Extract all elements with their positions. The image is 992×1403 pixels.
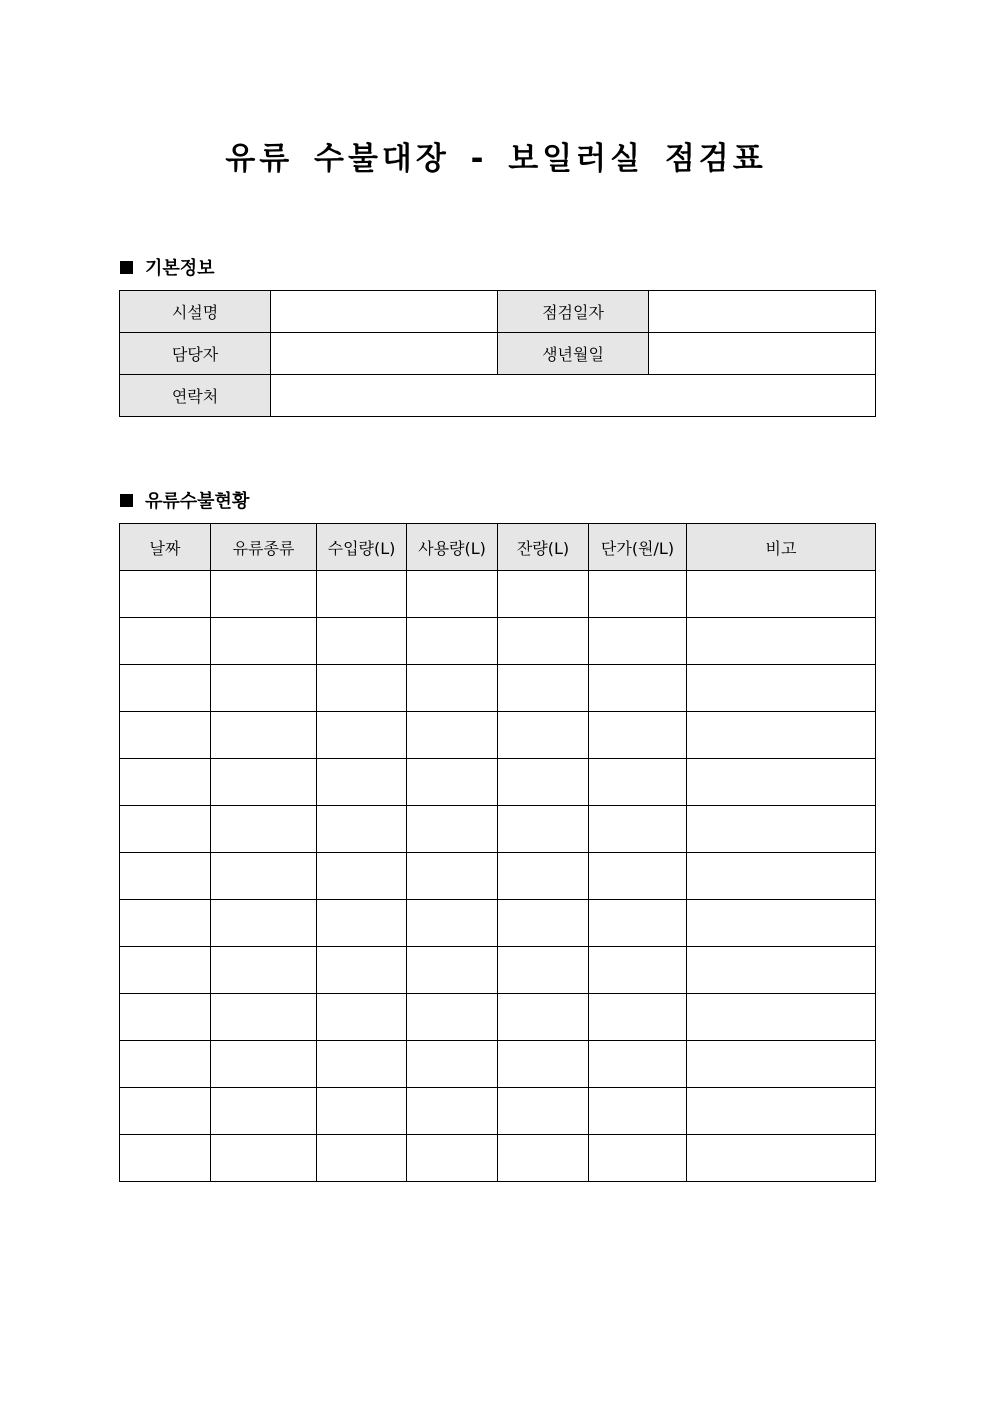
date-cell[interactable] xyxy=(120,618,211,665)
column-header-unit-price: 단가(원/L) xyxy=(589,524,687,571)
used-cell[interactable] xyxy=(407,665,498,712)
fuel-type-cell[interactable] xyxy=(211,806,317,853)
table-row xyxy=(120,900,876,947)
column-header-remarks: 비고 xyxy=(687,524,876,571)
contact-field[interactable] xyxy=(271,375,876,417)
used-cell[interactable] xyxy=(407,947,498,994)
basic-info-heading xyxy=(120,254,215,280)
unit-price-cell[interactable] xyxy=(589,900,687,947)
remaining-cell[interactable] xyxy=(498,712,589,759)
remaining-cell[interactable] xyxy=(498,665,589,712)
fuel-type-cell[interactable] xyxy=(211,853,317,900)
date-cell[interactable] xyxy=(120,1088,211,1135)
fuel-status-table xyxy=(119,523,876,1182)
received-cell[interactable] xyxy=(317,806,407,853)
fuel-type-cell[interactable] xyxy=(211,571,317,618)
used-cell[interactable] xyxy=(407,806,498,853)
remaining-cell[interactable] xyxy=(498,618,589,665)
fuel-type-cell[interactable] xyxy=(211,712,317,759)
received-cell[interactable] xyxy=(317,712,407,759)
fuel-type-cell[interactable] xyxy=(211,900,317,947)
basic-info-table xyxy=(119,290,876,417)
column-header-used: 사용량(L) xyxy=(407,524,498,571)
received-cell[interactable] xyxy=(317,618,407,665)
table-row xyxy=(120,291,876,333)
remaining-cell[interactable] xyxy=(498,853,589,900)
used-cell[interactable] xyxy=(407,900,498,947)
date-cell[interactable] xyxy=(120,806,211,853)
table-row xyxy=(120,947,876,994)
remarks-cell[interactable] xyxy=(687,1088,876,1135)
remaining-cell[interactable] xyxy=(498,806,589,853)
used-cell[interactable] xyxy=(407,618,498,665)
remarks-cell[interactable] xyxy=(687,853,876,900)
inspection-date-label: 점검일자 xyxy=(498,291,649,333)
received-cell[interactable] xyxy=(317,994,407,1041)
unit-price-cell[interactable] xyxy=(589,712,687,759)
column-header-received: 수입량(L) xyxy=(317,524,407,571)
birth-date-label: 생년월일 xyxy=(498,333,649,375)
used-cell[interactable] xyxy=(407,994,498,1041)
facility-name-label: 시설명 xyxy=(120,291,271,333)
remarks-cell[interactable] xyxy=(687,947,876,994)
fuel-type-cell[interactable] xyxy=(211,1041,317,1088)
remaining-cell[interactable] xyxy=(498,759,589,806)
table-row xyxy=(120,571,876,618)
document-title: 유류 수불대장 - 보일러실 점검표 xyxy=(225,141,767,177)
received-cell[interactable] xyxy=(317,1135,407,1182)
date-cell[interactable] xyxy=(120,1135,211,1182)
date-cell[interactable] xyxy=(120,853,211,900)
date-cell[interactable] xyxy=(120,1041,211,1088)
date-cell[interactable] xyxy=(120,759,211,806)
table-row xyxy=(120,759,876,806)
manager-label: 담당자 xyxy=(120,333,271,375)
unit-price-cell[interactable] xyxy=(589,947,687,994)
date-cell[interactable] xyxy=(120,665,211,712)
square-bullet-icon xyxy=(120,494,133,507)
table-row xyxy=(120,1088,876,1135)
table-row xyxy=(120,375,876,417)
table-row xyxy=(120,994,876,1041)
unit-price-cell[interactable] xyxy=(589,759,687,806)
basic-info-heading-text: 기본정보 xyxy=(145,258,215,279)
received-cell[interactable] xyxy=(317,900,407,947)
used-cell[interactable] xyxy=(407,1041,498,1088)
table-row xyxy=(120,1041,876,1088)
fuel-type-cell[interactable] xyxy=(211,665,317,712)
remarks-cell[interactable] xyxy=(687,994,876,1041)
fuel-type-cell[interactable] xyxy=(211,1088,317,1135)
table-header-row xyxy=(120,524,876,571)
fuel-type-cell[interactable] xyxy=(211,759,317,806)
date-cell[interactable] xyxy=(120,900,211,947)
received-cell[interactable] xyxy=(317,853,407,900)
received-cell[interactable] xyxy=(317,759,407,806)
unit-price-cell[interactable] xyxy=(589,571,687,618)
inspection-date-field[interactable] xyxy=(649,291,876,333)
date-cell[interactable] xyxy=(120,994,211,1041)
fuel-type-cell[interactable] xyxy=(211,1135,317,1182)
table-row xyxy=(120,333,876,375)
remaining-cell[interactable] xyxy=(498,1135,589,1182)
facility-name-field[interactable] xyxy=(271,291,498,333)
used-cell[interactable] xyxy=(407,712,498,759)
received-cell[interactable] xyxy=(317,1041,407,1088)
received-cell[interactable] xyxy=(317,947,407,994)
unit-price-cell[interactable] xyxy=(589,1135,687,1182)
unit-price-cell[interactable] xyxy=(589,665,687,712)
remarks-cell[interactable] xyxy=(687,571,876,618)
remarks-cell[interactable] xyxy=(687,618,876,665)
used-cell[interactable] xyxy=(407,853,498,900)
remaining-cell[interactable] xyxy=(498,1088,589,1135)
fuel-type-cell[interactable] xyxy=(211,947,317,994)
unit-price-cell[interactable] xyxy=(589,853,687,900)
column-header-date: 날짜 xyxy=(120,524,211,571)
table-row xyxy=(120,1135,876,1182)
date-cell[interactable] xyxy=(120,947,211,994)
remarks-cell[interactable] xyxy=(687,806,876,853)
manager-field[interactable] xyxy=(271,333,498,375)
fuel-status-heading-text: 유류수불현황 xyxy=(145,491,250,512)
remarks-cell[interactable] xyxy=(687,759,876,806)
unit-price-cell[interactable] xyxy=(589,618,687,665)
unit-price-cell[interactable] xyxy=(589,994,687,1041)
used-cell[interactable] xyxy=(407,759,498,806)
remaining-cell[interactable] xyxy=(498,1041,589,1088)
remaining-cell[interactable] xyxy=(498,994,589,1041)
square-bullet-icon xyxy=(120,261,133,274)
remaining-cell[interactable] xyxy=(498,900,589,947)
used-cell[interactable] xyxy=(407,571,498,618)
received-cell[interactable] xyxy=(317,571,407,618)
date-cell[interactable] xyxy=(120,712,211,759)
unit-price-cell[interactable] xyxy=(589,1088,687,1135)
table-row xyxy=(120,712,876,759)
unit-price-cell[interactable] xyxy=(589,1041,687,1088)
remarks-cell[interactable] xyxy=(687,1135,876,1182)
remaining-cell[interactable] xyxy=(498,947,589,994)
fuel-type-cell[interactable] xyxy=(211,618,317,665)
remarks-cell[interactable] xyxy=(687,712,876,759)
table-row xyxy=(120,665,876,712)
table-row xyxy=(120,853,876,900)
column-header-remaining: 잔량(L) xyxy=(498,524,589,571)
date-cell[interactable] xyxy=(120,571,211,618)
remarks-cell[interactable] xyxy=(687,665,876,712)
table-row xyxy=(120,806,876,853)
birth-date-field[interactable] xyxy=(649,333,876,375)
used-cell[interactable] xyxy=(407,1135,498,1182)
unit-price-cell[interactable] xyxy=(589,806,687,853)
fuel-type-cell[interactable] xyxy=(211,994,317,1041)
remarks-cell[interactable] xyxy=(687,900,876,947)
column-header-fuel-type: 유류종류 xyxy=(211,524,317,571)
remarks-cell[interactable] xyxy=(687,1041,876,1088)
received-cell[interactable] xyxy=(317,665,407,712)
table-row xyxy=(120,618,876,665)
received-cell[interactable] xyxy=(317,1088,407,1135)
used-cell[interactable] xyxy=(407,1088,498,1135)
remaining-cell[interactable] xyxy=(498,571,589,618)
contact-label: 연락처 xyxy=(120,375,271,417)
fuel-status-heading xyxy=(120,487,249,513)
